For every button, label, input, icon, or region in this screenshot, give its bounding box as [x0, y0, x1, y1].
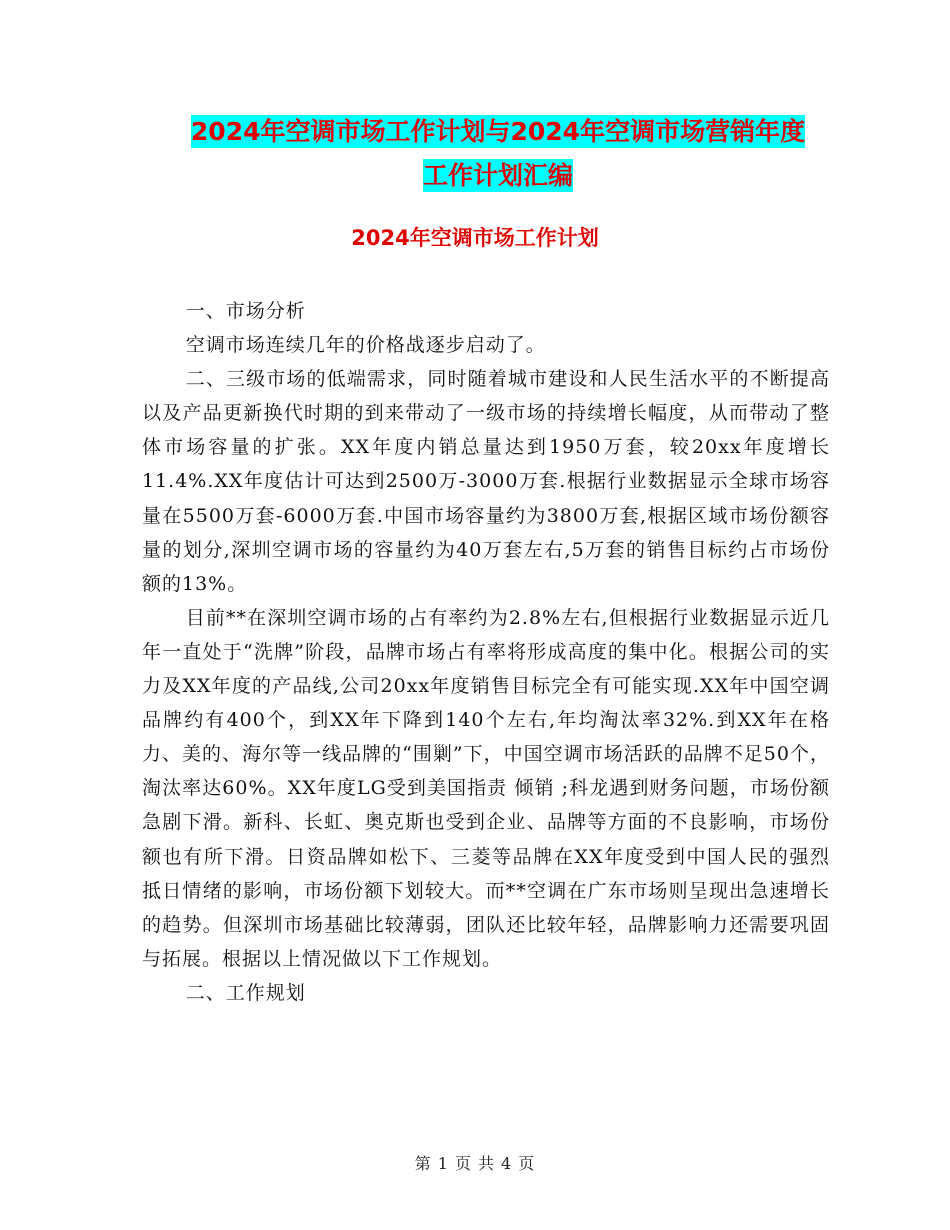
paragraph-heading-work-plan: 二、工作规划: [185, 981, 306, 1004]
document-title-line-2: 工作计划汇编: [422, 161, 573, 190]
section-title: 2024年空调市场工作计划: [351, 226, 599, 250]
paragraph: 目前**在深圳空调市场的占有率约为2.8%左右,但根据行业数据显示近几年一直处于“洗牌”阶段，品牌市场占有率将形成高度的集中化。根据公司的实力及XX年度的产品线,公司20xx年度销售目标完全有可能实现.XX年中国空调品牌约有400个，到XX年下降到140个左右,年均淘汰率32%.到XX年在格力、美的、海尔等一线品牌的“围剿”下，中国空调市场活跃的品牌不足50个，淘汰率达60%。XX年度LG受到美国指责 倾销 ;科龙遇到财务问题，市场份额急剧下滑。新科、长虹、奥克斯也受到企业、品牌等方面的不良影响，市场份额也有所下滑。日资品牌如松下、三菱等品牌在XX年度受到中国人民的强烈抵日情绪的影响，市场份额下划较大。而**空调在广东市场则呈现出急速增长的趋势。但深圳市场基础比较薄弱，团队还比较年轻，品牌影响力还需要巩固与拓展。根据以上情况做以下工作规划。: [142, 606, 830, 970]
footer-total-unit: 页: [518, 1154, 536, 1173]
page-footer: [0, 1152, 950, 1176]
footer-page-unit: 页: [454, 1154, 472, 1173]
footer-total-pages: 4: [501, 1154, 513, 1173]
footer-page-number: 1: [437, 1154, 449, 1173]
paragraph-heading-market-analysis: 一、市场分析: [185, 300, 306, 322]
document-title-line-1: 2024年空调市场工作计划与2024年空调市场营销年度: [190, 117, 806, 146]
document-title: [140, 110, 856, 198]
paragraph: 空调市场连续几年的价格战逐步启动了。: [185, 334, 546, 357]
footer-total-prefix: 共: [478, 1154, 496, 1173]
document-body: [142, 294, 830, 1010]
paragraph: 二、三级市场的低端需求，同时随着城市建设和人民生活水平的不断提高以及产品更新换代时期的到来带动了一级市场的持续增长幅度，从而带动了整体市场容量的扩张。XX年度内销总量达到1950万套，较20xx年度增长11.4%.XX年度估计可达到2500万-3000万套.根据行业数据显示全球市场容量在5500万套-6000万套.中国市场容量约为3800万套,根据区域市场份额容量的划分,深圳空调市场的容量约为40万套左右,5万套的销售目标约占市场份额的13%。: [142, 368, 830, 595]
footer-page-prefix: 第: [414, 1154, 432, 1173]
